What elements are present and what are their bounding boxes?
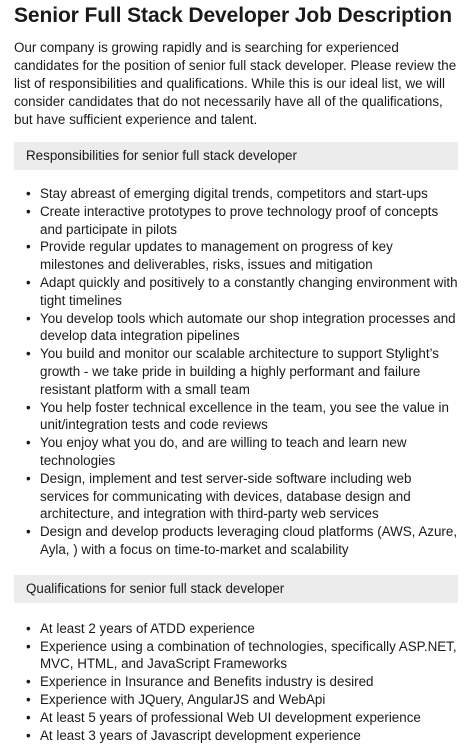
bullet-icon: • [26,239,31,255]
responsibility-item: • You help foster technical excellence in the team, you see the value in unit/integration tests and code reviews [26,399,449,433]
responsibility-item: • You develop tools which automate our shop integration processes and develop data integration pipelines [26,310,456,344]
responsibilities-heading: Responsibilities for senior full stack developer [14,142,458,170]
bullet-icon: • [26,310,31,326]
bullet-icon: • [26,638,31,654]
bullet-icon: • [26,346,31,362]
page-title: Senior Full Stack Developer Job Description [14,4,452,27]
bullet-icon: • [26,274,31,290]
bullet-icon: • [26,435,31,451]
bullet-icon: • [26,186,31,201]
qualification-item: • Experience with JQuery, AngularJS and WebApi [26,691,326,707]
bullet-icon: • [26,620,31,636]
responsibility-item: • Design, implement and test server-side software including web services for communicating with devices, database design and architecture, and integration with third-party web services [26,470,412,522]
qualifications-heading: Qualifications for senior full stack developer [14,575,458,603]
bullet-icon: • [26,691,31,707]
responsibility-item: • Design and develop products leveraging cloud platforms (AWS, Azure, Ayla, ) with a focus on time-to-market and scalability [26,524,458,557]
qualification-item: • At least 2 years of ATDD experience [26,620,255,636]
responsibility-item: • Stay abreast of emerging digital trends, competitors and start-ups [26,186,428,201]
bullet-icon: • [26,674,31,690]
responsibility-item: • You build and monitor our scalable architecture to support Stylight’s growth - we take pride in building a highly performant and failure resistant platform with a small team [26,346,439,397]
bullet-icon: • [26,203,31,219]
responsibility-item: • Provide regular updates to management on progress of key milestones and deliverables, risks, issues and mitigation [26,239,393,273]
responsibility-item: • Create interactive prototypes to prove technology proof of concepts and participate in pilots [26,203,439,237]
qualification-item: • Experience in Insurance and Benefits industry is desired [26,674,374,690]
bullet-icon: • [26,709,31,725]
responsibilities-list [14,185,458,559]
bullet-icon: • [26,399,31,415]
qualifications-list [14,620,458,744]
bullet-icon: • [26,727,31,743]
bullet-icon: • [26,470,31,486]
responsibility-item: • You enjoy what you do, and are willing to teach and learn new technologies [26,435,407,468]
qualification-item: • At least 3 years of Javascript development experience [26,727,361,743]
bullet-icon: • [26,524,31,540]
responsibility-item: • Adapt quickly and positively to a constantly changing environment with tight timelines [26,274,458,308]
qualification-item: • At least 5 years of professional Web UI development experience [26,709,421,725]
qualification-item: • Experience using a combination of technologies, specifically ASP.NET, MVC, HTML, and JavaScript Frameworks [26,638,457,672]
intro-paragraph: Our company is growing rapidly and is searching for experienced candidates for the position of senior full stack developer. Please review the list of responsibilities and qualifications. While this is our ideal list, we will consider candidates that do not necessarily have all of the qualifications, but have sufficient experience and talent. [14,40,457,127]
